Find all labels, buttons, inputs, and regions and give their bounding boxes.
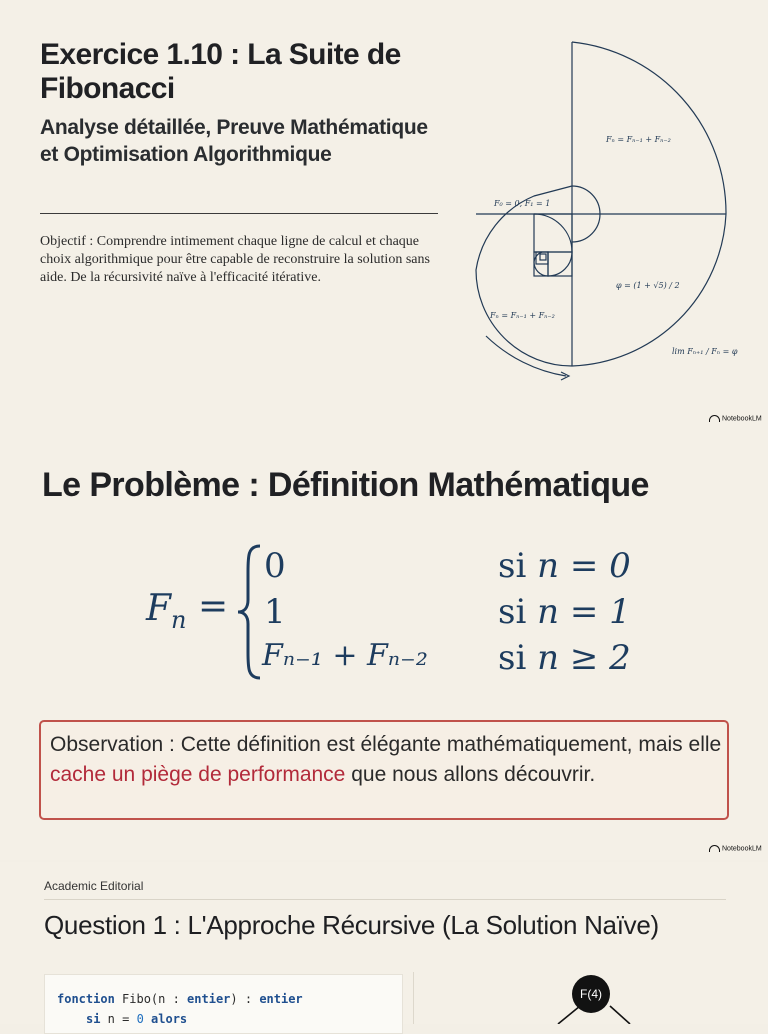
formula-lhs: $F_n$ [146, 588, 187, 635]
case-value-0: 0 [264, 546, 286, 586]
fibonacci-spiral-illustration [466, 36, 746, 392]
code-line-1: fonction Fibo(n : entier) : entier [57, 992, 303, 1006]
formula-equals: = [198, 586, 229, 627]
notebooklm-watermark-2: NotebookLM [709, 845, 762, 852]
objective-text: Objectif : Comprendre intimement chaque ligne de calcul et chaque choix algorithmique pour être capable de reconstruire la solution sans aide. De la récursivité naïve à l'efficacité itérative. [40, 234, 430, 285]
page-title: Exercice 1.10 : La Suite de Fibonacci [40, 38, 401, 105]
case-value-2: Fₙ₋₁ + Fₙ₋₂ [262, 638, 428, 673]
notebooklm-logo-icon [709, 845, 720, 852]
section-title: Le Problème : Définition Mathématique [42, 466, 649, 504]
spiral-label-limit: lim Fₙ₊₁ / Fₙ = φ [672, 347, 738, 356]
question-title: Question 1 : L'Approche Récursive (La Solution Naïve) [44, 910, 659, 940]
spiral-label-recurrence: Fₙ = Fₙ₋₁ + Fₙ₋₂ [606, 135, 671, 144]
observation-text: Observation : Cette définition est élégante mathématiquement, mais elle cache un piège de performance que nous allons découvrir. [50, 733, 722, 786]
case-cond-1: si n = 1 [498, 592, 631, 632]
column-divider [413, 972, 414, 1024]
observation-highlight: cache un piège de performance [50, 763, 346, 786]
title-divider [40, 213, 438, 214]
page-subtitle: Analyse détaillée, Preuve Mathématique et Optimisation Algorithmique [40, 116, 428, 166]
spiral-label-phi: φ = (1 + √5) / 2 [616, 281, 680, 290]
case-cond-0: si n = 0 [498, 546, 631, 586]
tree-node-root: F(4) [572, 975, 610, 1013]
spiral-label-recurrence-low: Fₙ = Fₙ₋₁ + Fₙ₋₂ [490, 311, 555, 320]
code-line-2: si n = 0 alors [86, 1012, 188, 1026]
formula-brace-icon [236, 542, 264, 682]
case-cond-2: si n ≥ 2 [498, 638, 631, 678]
section-kicker: Academic Editorial [44, 879, 144, 893]
spiral-label-initial: F₀ = 0, F₁ = 1 [494, 199, 551, 208]
notebooklm-logo-icon [709, 415, 720, 422]
case-value-1: 1 [264, 592, 286, 632]
notebooklm-watermark: NotebookLM [709, 415, 762, 422]
pseudocode-block [44, 974, 403, 1034]
kicker-divider [44, 899, 726, 900]
fibonacci-definition-formula [140, 540, 660, 690]
